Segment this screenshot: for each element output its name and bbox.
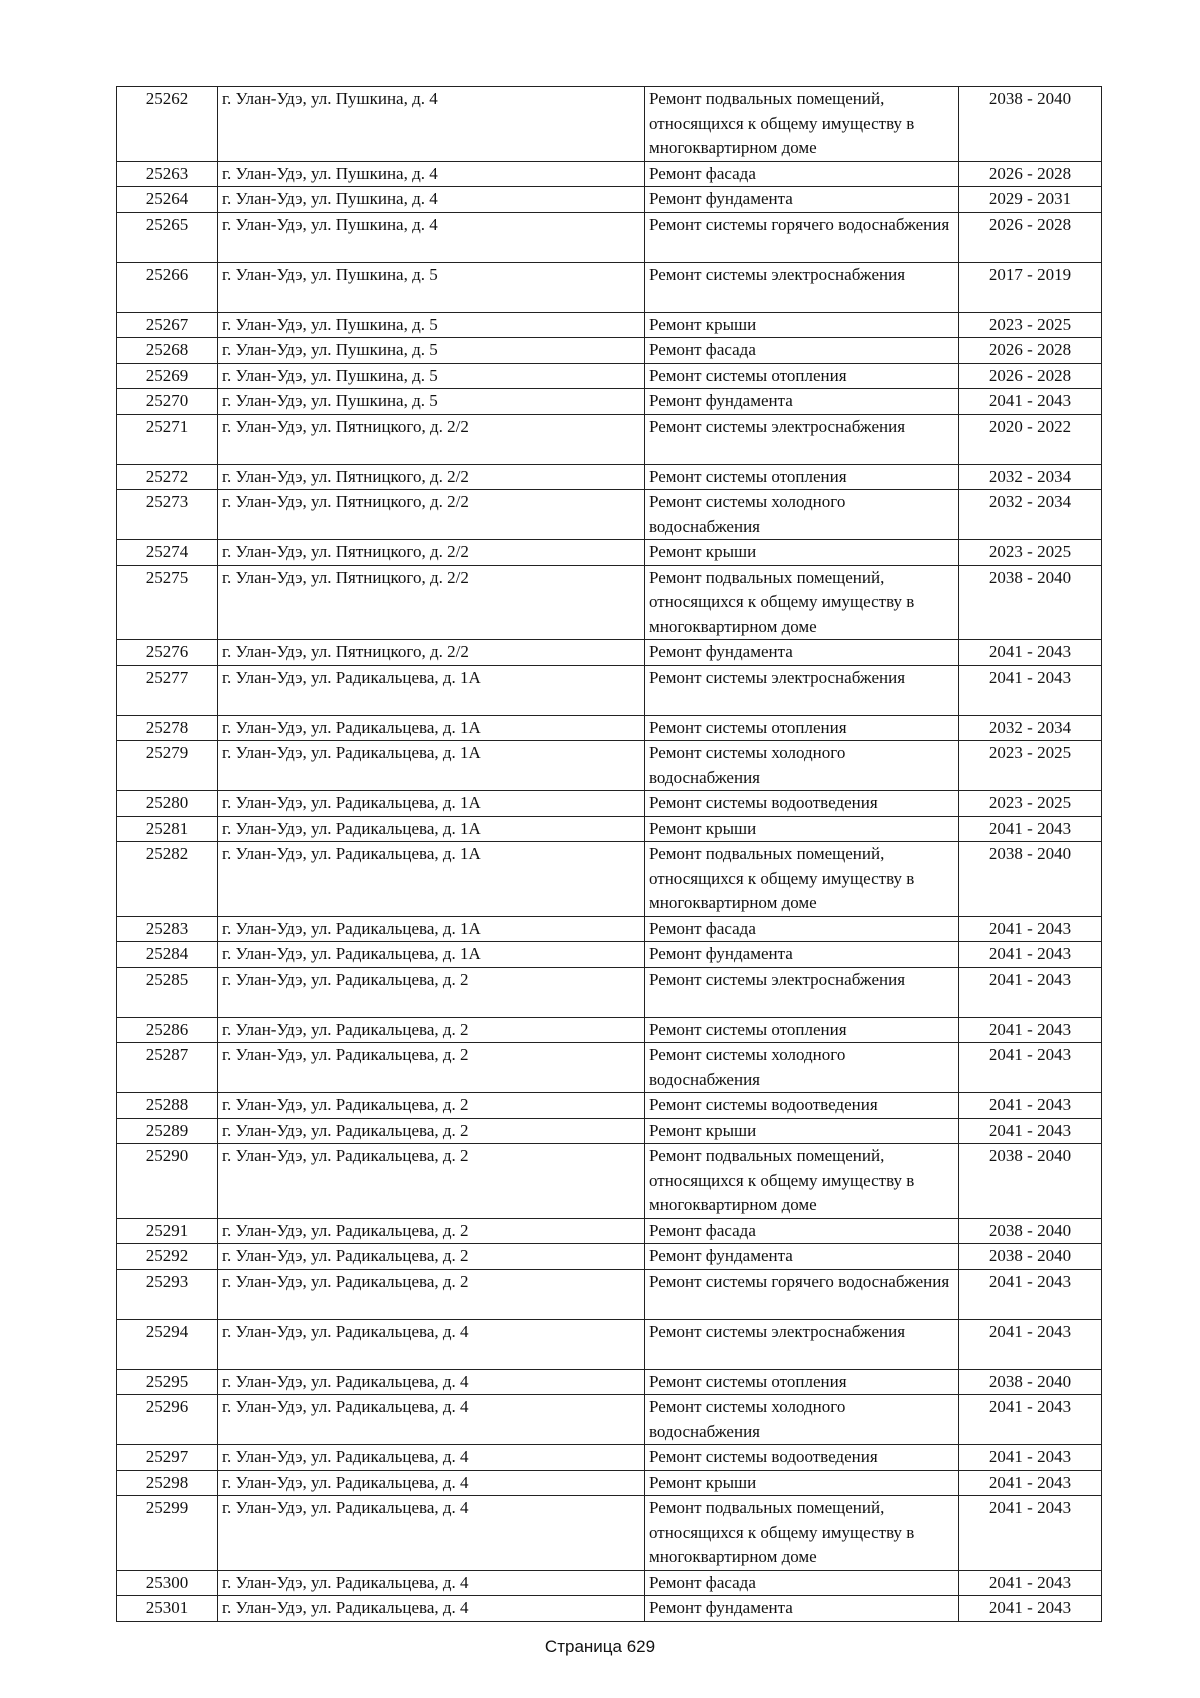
table-row <box>117 967 1102 1017</box>
row-address: г. Улан-Удэ, ул. Радикальцева, д. 4 <box>218 1496 645 1571</box>
row-work: Ремонт фундамента <box>645 942 959 968</box>
row-period: 2041 - 2043 <box>959 1017 1102 1043</box>
row-period: 2032 - 2034 <box>959 464 1102 490</box>
repair-schedule-table <box>116 86 1102 1622</box>
table-row <box>117 1017 1102 1043</box>
row-work: Ремонт системы водоотведения <box>645 1093 959 1119</box>
row-period: 2026 - 2028 <box>959 338 1102 364</box>
row-address: г. Улан-Удэ, ул. Пушкина, д. 5 <box>218 389 645 415</box>
row-period: 2038 - 2040 <box>959 842 1102 917</box>
table-row <box>117 1269 1102 1319</box>
table-row <box>117 540 1102 566</box>
row-work: Ремонт системы холодного водоснабжения <box>645 1043 959 1093</box>
row-address: г. Улан-Удэ, ул. Радикальцева, д. 2 <box>218 1043 645 1093</box>
row-id: 25281 <box>117 816 218 842</box>
row-period: 2026 - 2028 <box>959 212 1102 262</box>
row-work: Ремонт фасада <box>645 1570 959 1596</box>
row-address: г. Улан-Удэ, ул. Радикальцева, д. 4 <box>218 1596 645 1622</box>
row-address: г. Улан-Удэ, ул. Пушкина, д. 4 <box>218 161 645 187</box>
row-period: 2041 - 2043 <box>959 1596 1102 1622</box>
table-row <box>117 715 1102 741</box>
table-row <box>117 816 1102 842</box>
table-row <box>117 1470 1102 1496</box>
row-address: г. Улан-Удэ, ул. Пятницкого, д. 2/2 <box>218 414 645 464</box>
row-work: Ремонт крыши <box>645 540 959 566</box>
row-id: 25273 <box>117 490 218 540</box>
table-row <box>117 87 1102 162</box>
table-row <box>117 1043 1102 1093</box>
row-work: Ремонт системы электроснабжения <box>645 665 959 715</box>
row-id: 25277 <box>117 665 218 715</box>
row-address: г. Улан-Удэ, ул. Радикальцева, д. 2 <box>218 1093 645 1119</box>
row-address: г. Улан-Удэ, ул. Радикальцева, д. 1А <box>218 741 645 791</box>
row-id: 25283 <box>117 916 218 942</box>
row-address: г. Улан-Удэ, ул. Пятницкого, д. 2/2 <box>218 565 645 640</box>
row-id: 25285 <box>117 967 218 1017</box>
row-period: 2041 - 2043 <box>959 942 1102 968</box>
row-address: г. Улан-Удэ, ул. Пушкина, д. 5 <box>218 262 645 312</box>
table-row <box>117 312 1102 338</box>
row-work: Ремонт системы отопления <box>645 363 959 389</box>
row-address: г. Улан-Удэ, ул. Пятницкого, д. 2/2 <box>218 540 645 566</box>
row-id: 25275 <box>117 565 218 640</box>
row-work: Ремонт фундамента <box>645 187 959 213</box>
row-period: 2041 - 2043 <box>959 1570 1102 1596</box>
table-row <box>117 338 1102 364</box>
row-work: Ремонт системы водоотведения <box>645 791 959 817</box>
row-work: Ремонт фасада <box>645 161 959 187</box>
table-row <box>117 1570 1102 1596</box>
row-period: 2029 - 2031 <box>959 187 1102 213</box>
row-period: 2023 - 2025 <box>959 791 1102 817</box>
table-row <box>117 212 1102 262</box>
row-id: 25286 <box>117 1017 218 1043</box>
row-period: 2038 - 2040 <box>959 565 1102 640</box>
table-row <box>117 389 1102 415</box>
row-period: 2038 - 2040 <box>959 1244 1102 1270</box>
row-work: Ремонт системы отопления <box>645 715 959 741</box>
table-row <box>117 1118 1102 1144</box>
row-period: 2041 - 2043 <box>959 916 1102 942</box>
row-work: Ремонт фасада <box>645 338 959 364</box>
table-row <box>117 414 1102 464</box>
row-work: Ремонт системы горячего водоснабжения <box>645 212 959 262</box>
row-period: 2023 - 2025 <box>959 741 1102 791</box>
row-id: 25268 <box>117 338 218 364</box>
table-row <box>117 490 1102 540</box>
row-address: г. Улан-Удэ, ул. Радикальцева, д. 1А <box>218 816 645 842</box>
row-period: 2041 - 2043 <box>959 389 1102 415</box>
table-row <box>117 363 1102 389</box>
row-work: Ремонт системы отопления <box>645 1017 959 1043</box>
row-id: 25279 <box>117 741 218 791</box>
row-address: г. Улан-Удэ, ул. Радикальцева, д. 2 <box>218 1144 645 1219</box>
row-work: Ремонт подвальных помещений, относящихся к общему имуществу в многоквартирном доме <box>645 1144 959 1219</box>
row-period: 2038 - 2040 <box>959 1369 1102 1395</box>
row-period: 2041 - 2043 <box>959 665 1102 715</box>
row-period: 2017 - 2019 <box>959 262 1102 312</box>
row-address: г. Улан-Удэ, ул. Радикальцева, д. 4 <box>218 1570 645 1596</box>
row-id: 25264 <box>117 187 218 213</box>
row-work: Ремонт крыши <box>645 312 959 338</box>
row-id: 25278 <box>117 715 218 741</box>
row-work: Ремонт системы водоотведения <box>645 1445 959 1471</box>
row-period: 2041 - 2043 <box>959 967 1102 1017</box>
row-period: 2041 - 2043 <box>959 1470 1102 1496</box>
row-period: 2026 - 2028 <box>959 161 1102 187</box>
row-address: г. Улан-Удэ, ул. Радикальцева, д. 2 <box>218 1118 645 1144</box>
row-period: 2041 - 2043 <box>959 816 1102 842</box>
row-id: 25282 <box>117 842 218 917</box>
table-row <box>117 741 1102 791</box>
row-id: 25295 <box>117 1369 218 1395</box>
table-row <box>117 942 1102 968</box>
row-id: 25298 <box>117 1470 218 1496</box>
row-work: Ремонт системы холодного водоснабжения <box>645 741 959 791</box>
row-period: 2041 - 2043 <box>959 1319 1102 1369</box>
row-id: 25280 <box>117 791 218 817</box>
row-work: Ремонт фасада <box>645 916 959 942</box>
row-id: 25269 <box>117 363 218 389</box>
row-id: 25270 <box>117 389 218 415</box>
row-work: Ремонт фасада <box>645 1218 959 1244</box>
row-address: г. Улан-Удэ, ул. Радикальцева, д. 4 <box>218 1445 645 1471</box>
row-work: Ремонт фундамента <box>645 389 959 415</box>
table-row <box>117 1218 1102 1244</box>
row-id: 25300 <box>117 1570 218 1596</box>
row-period: 2041 - 2043 <box>959 1395 1102 1445</box>
row-period: 2038 - 2040 <box>959 1144 1102 1219</box>
row-address: г. Улан-Удэ, ул. Пушкина, д. 5 <box>218 338 645 364</box>
row-id: 25263 <box>117 161 218 187</box>
row-work: Ремонт системы горячего водоснабжения <box>645 1269 959 1319</box>
row-id: 25272 <box>117 464 218 490</box>
row-work: Ремонт системы электроснабжения <box>645 414 959 464</box>
row-work: Ремонт подвальных помещений, относящихся к общему имуществу в многоквартирном доме <box>645 1496 959 1571</box>
table-row <box>117 1496 1102 1571</box>
row-id: 25288 <box>117 1093 218 1119</box>
row-period: 2023 - 2025 <box>959 540 1102 566</box>
table-row <box>117 1144 1102 1219</box>
row-address: г. Улан-Удэ, ул. Радикальцева, д. 4 <box>218 1369 645 1395</box>
row-id: 25299 <box>117 1496 218 1571</box>
row-address: г. Улан-Удэ, ул. Радикальцева, д. 1А <box>218 665 645 715</box>
row-id: 25296 <box>117 1395 218 1445</box>
row-id: 25266 <box>117 262 218 312</box>
row-id: 25294 <box>117 1319 218 1369</box>
row-id: 25293 <box>117 1269 218 1319</box>
row-period: 2041 - 2043 <box>959 1269 1102 1319</box>
row-address: г. Улан-Удэ, ул. Радикальцева, д. 2 <box>218 967 645 1017</box>
table-body <box>117 87 1102 1622</box>
table-row <box>117 665 1102 715</box>
row-id: 25297 <box>117 1445 218 1471</box>
row-period: 2038 - 2040 <box>959 87 1102 162</box>
page-number: Страница 629 <box>544 1637 656 1656</box>
row-id: 25289 <box>117 1118 218 1144</box>
row-work: Ремонт системы отопления <box>645 1369 959 1395</box>
table-row <box>117 565 1102 640</box>
row-period: 2026 - 2028 <box>959 363 1102 389</box>
row-work: Ремонт крыши <box>645 1470 959 1496</box>
row-period: 2020 - 2022 <box>959 414 1102 464</box>
row-id: 25290 <box>117 1144 218 1219</box>
table-row <box>117 187 1102 213</box>
row-address: г. Улан-Удэ, ул. Радикальцева, д. 1А <box>218 942 645 968</box>
row-address: г. Улан-Удэ, ул. Пушкина, д. 4 <box>218 87 645 162</box>
row-period: 2041 - 2043 <box>959 1093 1102 1119</box>
table-row <box>117 1244 1102 1270</box>
row-address: г. Улан-Удэ, ул. Радикальцева, д. 2 <box>218 1269 645 1319</box>
row-id: 25265 <box>117 212 218 262</box>
row-work: Ремонт подвальных помещений, относящихся к общему имуществу в многоквартирном доме <box>645 87 959 162</box>
row-address: г. Улан-Удэ, ул. Пушкина, д. 4 <box>218 187 645 213</box>
row-period: 2023 - 2025 <box>959 312 1102 338</box>
table-row <box>117 464 1102 490</box>
row-address: г. Улан-Удэ, ул. Пушкина, д. 4 <box>218 212 645 262</box>
row-address: г. Улан-Удэ, ул. Пушкина, д. 5 <box>218 312 645 338</box>
row-work: Ремонт системы холодного водоснабжения <box>645 1395 959 1445</box>
table-row <box>117 262 1102 312</box>
row-period: 2032 - 2034 <box>959 490 1102 540</box>
row-work: Ремонт фундамента <box>645 1244 959 1270</box>
row-work: Ремонт подвальных помещений, относящихся к общему имуществу в многоквартирном доме <box>645 565 959 640</box>
table-row <box>117 1596 1102 1622</box>
row-id: 25267 <box>117 312 218 338</box>
row-address: г. Улан-Удэ, ул. Радикальцева, д. 4 <box>218 1319 645 1369</box>
row-id: 25262 <box>117 87 218 162</box>
row-work: Ремонт подвальных помещений, относящихся к общему имуществу в многоквартирном доме <box>645 842 959 917</box>
row-address: г. Улан-Удэ, ул. Радикальцева, д. 1А <box>218 791 645 817</box>
row-address: г. Улан-Удэ, ул. Радикальцева, д. 1А <box>218 715 645 741</box>
row-work: Ремонт системы электроснабжения <box>645 1319 959 1369</box>
row-work: Ремонт крыши <box>645 1118 959 1144</box>
row-id: 25276 <box>117 640 218 666</box>
row-period: 2041 - 2043 <box>959 1496 1102 1571</box>
table-row <box>117 842 1102 917</box>
table-row <box>117 1319 1102 1369</box>
row-period: 2038 - 2040 <box>959 1218 1102 1244</box>
row-work: Ремонт системы холодного водоснабжения <box>645 490 959 540</box>
row-address: г. Улан-Удэ, ул. Пятницкого, д. 2/2 <box>218 490 645 540</box>
row-work: Ремонт системы отопления <box>645 464 959 490</box>
row-id: 25301 <box>117 1596 218 1622</box>
table-row <box>117 916 1102 942</box>
table-row <box>117 161 1102 187</box>
row-period: 2041 - 2043 <box>959 640 1102 666</box>
row-address: г. Улан-Удэ, ул. Радикальцева, д. 1А <box>218 916 645 942</box>
row-address: г. Улан-Удэ, ул. Пятницкого, д. 2/2 <box>218 464 645 490</box>
row-address: г. Улан-Удэ, ул. Радикальцева, д. 4 <box>218 1395 645 1445</box>
row-id: 25284 <box>117 942 218 968</box>
table-row <box>117 1093 1102 1119</box>
row-period: 2041 - 2043 <box>959 1445 1102 1471</box>
row-work: Ремонт крыши <box>645 816 959 842</box>
row-period: 2032 - 2034 <box>959 715 1102 741</box>
row-address: г. Улан-Удэ, ул. Пушкина, д. 5 <box>218 363 645 389</box>
row-id: 25287 <box>117 1043 218 1093</box>
table-row <box>117 1395 1102 1445</box>
row-work: Ремонт фундамента <box>645 1596 959 1622</box>
table-row <box>117 1445 1102 1471</box>
row-address: г. Улан-Удэ, ул. Пятницкого, д. 2/2 <box>218 640 645 666</box>
row-id: 25292 <box>117 1244 218 1270</box>
row-address: г. Улан-Удэ, ул. Радикальцева, д. 4 <box>218 1470 645 1496</box>
row-address: г. Улан-Удэ, ул. Радикальцева, д. 2 <box>218 1244 645 1270</box>
row-id: 25274 <box>117 540 218 566</box>
row-period: 2041 - 2043 <box>959 1118 1102 1144</box>
row-address: г. Улан-Удэ, ул. Радикальцева, д. 2 <box>218 1017 645 1043</box>
table-row <box>117 791 1102 817</box>
table-row <box>117 1369 1102 1395</box>
row-period: 2041 - 2043 <box>959 1043 1102 1093</box>
row-work: Ремонт системы электроснабжения <box>645 967 959 1017</box>
row-work: Ремонт системы электроснабжения <box>645 262 959 312</box>
row-id: 25271 <box>117 414 218 464</box>
row-address: г. Улан-Удэ, ул. Радикальцева, д. 2 <box>218 1218 645 1244</box>
row-work: Ремонт фундамента <box>645 640 959 666</box>
table-row <box>117 640 1102 666</box>
row-address: г. Улан-Удэ, ул. Радикальцева, д. 1А <box>218 842 645 917</box>
row-id: 25291 <box>117 1218 218 1244</box>
